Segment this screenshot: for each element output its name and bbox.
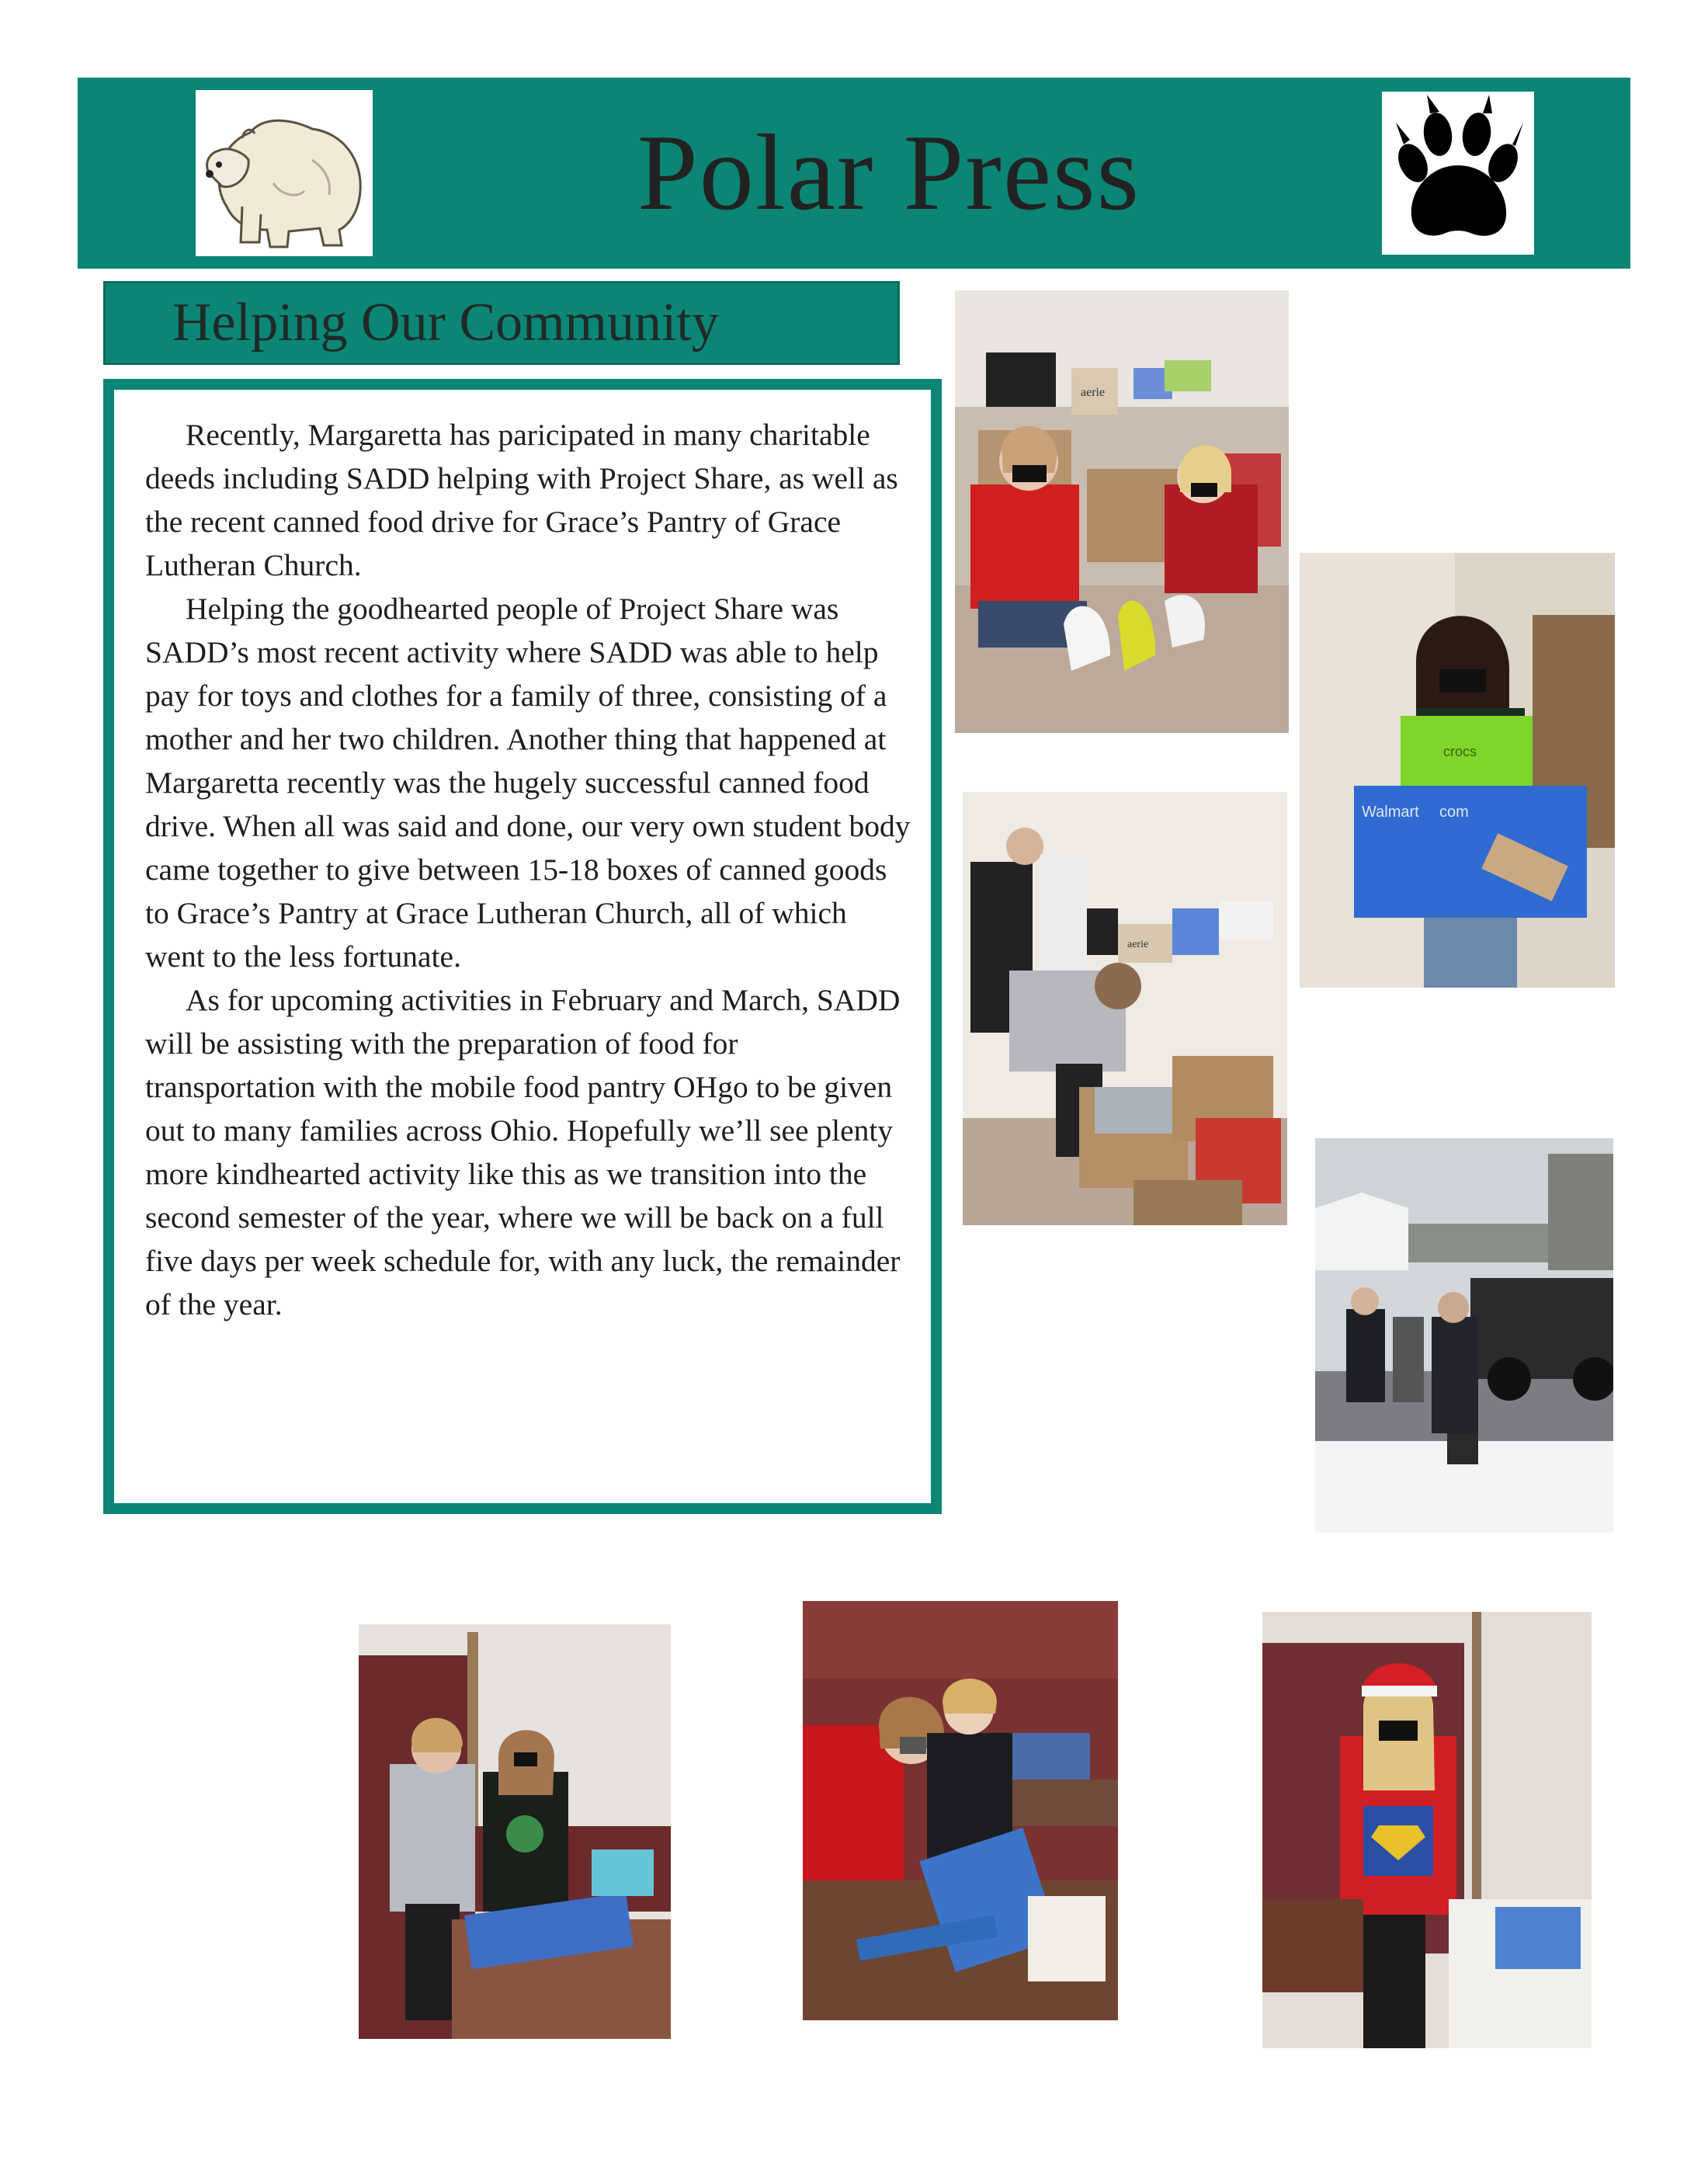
photo-students-sorting-donations (955, 290, 1289, 733)
photo-students-loading-truck-snow (1315, 1138, 1613, 1533)
section-title: Helping Our Community (172, 293, 719, 352)
box-label-text: com (1439, 804, 1469, 821)
article-box (103, 379, 942, 1514)
photo-student-holding-gift-boxes (1300, 553, 1615, 988)
article-paragraph: Recently, Margaretta has paricipated in many charitable deeds including SADD helping with Project Share, as well as the recent canned food drive for Grace’s Pantry of Grace Lutheran Church. (145, 418, 898, 582)
box-label-text: Walmart (1362, 804, 1419, 821)
box-label-text: aerie (1081, 386, 1106, 399)
photo-students-wrapping-presents-1 (359, 1624, 671, 2039)
box-label-text: aerie (1127, 939, 1149, 950)
article-paragraph: As for upcoming activities in February and March, SADD will be assisting with the preparation of food for transportation with the mobile food pantry OHgo to be given out to many families across Ohio. Hopefully we’ll see plenty more kindhearted activity like this as we transition into the second semester of the year, where we will be back on a full five days per week schedule for, with any luck, the remainder of the year. (145, 983, 901, 1321)
section-banner (103, 281, 900, 365)
article-body (145, 413, 914, 1326)
article-paragraph: Helping the goodhearted people of Project Share was SADD’s most recent activity where SADD was able to help pay for toys and clothes for a family of three, consisting of a mother and her two children. Another thing that happened at Margaretta recently was the hugely successful canned food drive. When all was said and done, our very own student body came together to give between 15-18 boxes of canned goods to Grace’s Pantry at Grace Lutheran Church, all of which went to the less fortunate. (145, 592, 911, 974)
paw-print-logo-icon (1382, 92, 1534, 255)
photo-students-packing-cans (963, 792, 1287, 1225)
photo-student-holding-superman-shirt (1262, 1612, 1592, 2048)
masthead (78, 78, 1630, 269)
polar-bear-logo-icon (196, 90, 373, 256)
photo-students-wrapping-presents-2 (803, 1601, 1118, 2020)
box-label-text: crocs (1443, 744, 1477, 759)
newsletter-title: Polar Press (637, 113, 1141, 233)
